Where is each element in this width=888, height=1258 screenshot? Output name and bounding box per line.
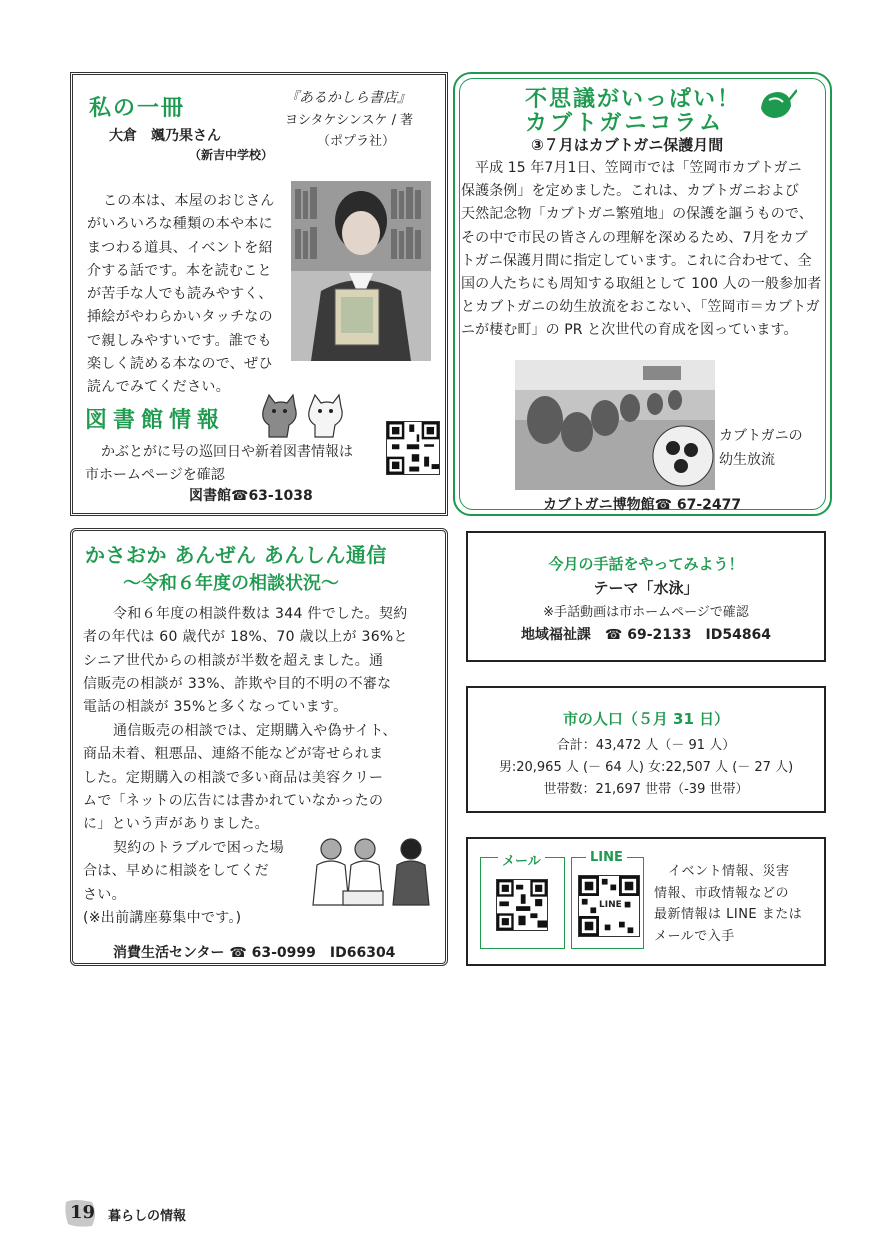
- consult-subtitle: ～令和６年度の相談状況～: [123, 573, 339, 594]
- consult-line: 合は、早めに相談をしてくだ: [83, 863, 269, 880]
- consult-line: 通信販売の相談では、定期購入や偽サイト、: [113, 723, 397, 739]
- kabutogani-column-panel: [453, 72, 832, 516]
- book-line: で親しみやすいです。誰でも: [87, 332, 272, 349]
- caption-line: カブトガニの: [719, 428, 803, 444]
- student-name: 大倉 颯乃果さん: [109, 128, 221, 144]
- library-contact: 図書館☎63-1038: [189, 488, 313, 504]
- population-panel: [466, 686, 826, 813]
- footer-section-label: 暮らしの情報: [108, 1209, 187, 1224]
- book-line: この本は、本屋のおじさん: [103, 193, 275, 209]
- consult-line: 信販売の相談が 33%、詐欺や目的不明の不審な: [83, 675, 392, 692]
- mascot-cats-illustration: [259, 391, 349, 439]
- book-line: が苦手な人でも読みやすく、: [87, 286, 273, 303]
- book-line: まつわる道具、イベントを紹: [87, 239, 273, 256]
- consult-line: 者の年代は 60 歳代が 18%、70 歳以上が 36%と: [83, 629, 408, 646]
- book-author: ヨシタケシンスケ / 著: [285, 113, 414, 128]
- sign-note: ※手話動画は市ホームページで確認: [543, 605, 749, 620]
- consult-line: さい。: [83, 886, 126, 903]
- book-line: 挿絵がやわらかいタッチなの: [87, 309, 273, 326]
- line-info-line: メールで入手: [654, 928, 735, 944]
- kabuto-line: その中で市民の皆さんの理解を深めるため、7月をカブ: [461, 229, 808, 246]
- kabuto-body: [461, 157, 821, 343]
- population-households: 世帯数：21,697 世帯（-39 世帯）: [543, 782, 749, 797]
- school-name: （新吉中学校）: [189, 148, 274, 162]
- larva-release-photo: [515, 360, 715, 490]
- book-title: 『あるかしら書店』: [285, 90, 411, 106]
- kabuto-museum-contact: カブトガニ博物館☎ 67-2477: [543, 497, 742, 513]
- consult-para2: [83, 720, 397, 836]
- population-total: 合計：43,472 人（－ 91 人）: [556, 738, 736, 753]
- kabuto-line: 国の人たちにも周知する取組として 100 人の一般参加者: [461, 276, 822, 293]
- library-qr-code[interactable]: [386, 421, 440, 475]
- kabuto-line: トガニ保護月間に指定しています。これに合わせて、全: [461, 252, 812, 269]
- line-info-text: [654, 861, 802, 947]
- mail-qr-code[interactable]: [496, 879, 548, 931]
- consult-line: (※出前講座募集中です。): [83, 909, 242, 926]
- caption-line: 幼生放流: [719, 452, 775, 468]
- kabuto-line: とカブトガニの幼生放流をおこない、「笠岡市＝カブトガ: [461, 299, 820, 316]
- line-qr-logo-text: LINE: [599, 900, 622, 910]
- kabuto-title-line1: 不思議がいっぱい！: [525, 87, 742, 112]
- safety-consult-panel: [70, 528, 448, 966]
- line-info-line: イベント情報、災害: [668, 864, 790, 879]
- my-book-panel: [70, 72, 448, 516]
- horseshoe-crab-icon: [757, 86, 797, 122]
- consult-line: シニア世代からの相談が半数を超えました。通: [83, 652, 384, 669]
- consult-line: ムで「ネットの広告には書かれていなかったの: [83, 792, 384, 809]
- consult-line: 令和６年度の相談件数は 344 件でした。契約: [113, 606, 408, 622]
- consult-line: に」という声がありました。: [83, 816, 269, 833]
- consumer-center-contact: 消費生活センター ☎ 63-0999 ID66304: [113, 945, 396, 961]
- kabuto-line: 平成 15 年7月1日、笠岡市では「笠岡市カブトガニ: [475, 160, 802, 176]
- mail-label: メール: [498, 850, 545, 869]
- kabuto-title-line2: カブトガニコラム: [525, 111, 725, 136]
- page-number-badge: [64, 1198, 98, 1228]
- kabuto-line: 保護条例」を定めました。これは、カブトガニおよび: [461, 183, 799, 200]
- book-line: がいろいろな種類の本や本に: [87, 216, 273, 233]
- consult-para1: [83, 603, 408, 719]
- sign-contact: 地域福祉課 ☎ 69-2133 ID54864: [520, 627, 772, 643]
- info-subscription-panel: [466, 837, 826, 966]
- book-line: 楽しく読める本なので、ぜひ: [87, 356, 273, 373]
- sign-language-panel: [466, 531, 826, 662]
- library-info: [85, 441, 353, 487]
- consult-para3: [83, 837, 284, 930]
- book-publisher: （ポプラ社）: [317, 134, 396, 149]
- library-line: 市ホームページを確認: [85, 467, 225, 483]
- kabuto-subtitle: ③７月はカブトガニ保護月間: [531, 136, 724, 154]
- consult-line: 商品未着、粗悪品、連絡不能などが寄せられま: [83, 746, 384, 763]
- sign-theme: テーマ「水泳」: [593, 579, 699, 597]
- book-line: 介する話です。本を読むこと: [87, 262, 272, 279]
- book-line: 読んでみてください。: [87, 379, 230, 396]
- kabuto-line: ニが棲む町」の PR と次世代の育成を図っています。: [461, 322, 798, 339]
- line-qr-code[interactable]: [578, 875, 640, 937]
- line-label: LINE: [586, 850, 627, 865]
- consult-title: かさおか あんぜん あんしん通信: [85, 543, 387, 567]
- student-photo: [291, 181, 431, 361]
- book-description: [87, 190, 285, 400]
- population-gender: 男:20,965 人 (－ 64 人) 女:22,507 人 (－ 27 人): [498, 760, 794, 775]
- photo-caption: [719, 424, 803, 472]
- library-title: 図書館情報: [85, 408, 226, 433]
- line-info-line: 最新情報は LINE または: [654, 907, 803, 922]
- kabuto-line: 天然記念物「カブトガニ繁殖地」の保護を謳うもので、: [461, 206, 813, 223]
- population-title: 市の人口（５月 31 日）: [562, 710, 730, 728]
- line-info-line: 情報、市政情報などの: [654, 885, 790, 901]
- consult-line: 契約のトラブルで困った場: [113, 840, 285, 856]
- library-line: かぶとがに号の巡回日や新着図書情報は: [101, 444, 353, 460]
- book-section-title: 私の一冊: [89, 96, 186, 121]
- page-number: 19: [70, 1202, 96, 1223]
- consult-line: 電話の相談が 35%と多くなっています。: [83, 699, 348, 716]
- consult-line: した。定期購入の相談で多い商品は美容クリー: [83, 769, 384, 786]
- consultation-illustration: [303, 835, 439, 909]
- sign-title: 今月の手話をやってみよう！: [548, 555, 744, 573]
